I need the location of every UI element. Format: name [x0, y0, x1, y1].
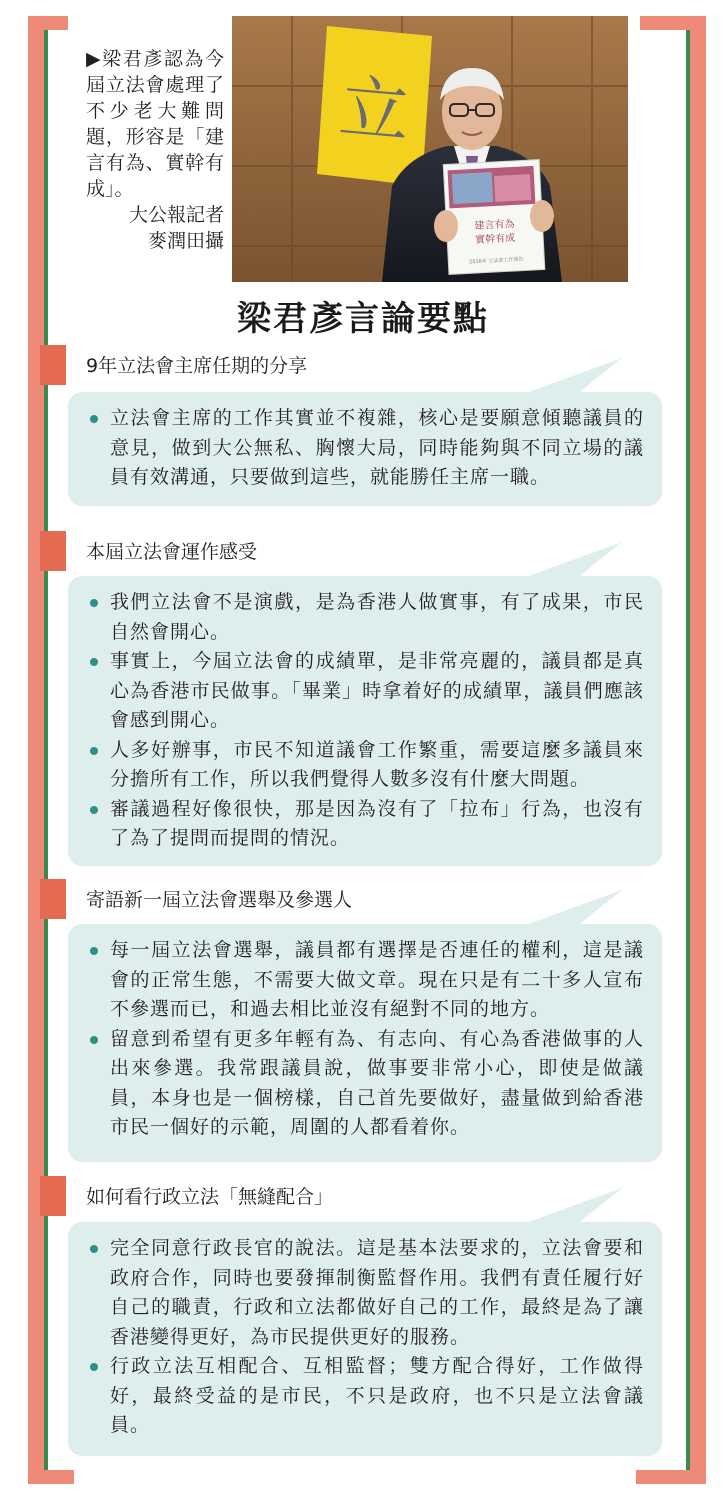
frame-top-right — [640, 16, 706, 30]
speech-bubble-current-legco — [68, 576, 662, 866]
bullet-dot — [90, 415, 98, 423]
bullet-dot — [90, 599, 98, 607]
bullet-text: 人多好辦事，市民不知道議會工作繁重，需要這麼多議員來分擔所有工作，所以我們覺得人數多沒有什麼大問題。 — [110, 738, 644, 790]
bullet-point — [90, 404, 644, 493]
book-title-line1: 建言有為 — [474, 218, 515, 233]
bullet-point — [90, 1025, 644, 1143]
bullet-text: 每一屆立法會選舉，議員都有選擇是否連任的權利，這是議會的正常生態，不需要大做文章。現在只是有二十多人宣布不參選而已，和過去相比並沒有絕對不同的地方。 — [110, 939, 644, 1020]
bullet-point — [90, 736, 644, 795]
frame-top-left — [28, 16, 68, 30]
caption-text: ▶梁君彥認為今屆立法會處理了不少老大難問題，形容是「建言有為、實幹有成」。 — [86, 48, 224, 200]
frame-bottom-left — [28, 1470, 74, 1484]
section-heading-label: 本屆立法會運作感受 — [86, 541, 258, 563]
book-title-line2: 實幹有成 — [474, 232, 516, 247]
bullet-dot — [90, 1245, 98, 1253]
bullet-dot — [90, 658, 98, 666]
bullet-text: 我們立法會不是演戲，是為香港人做實事，有了成果，市民自然會開心。 — [110, 591, 644, 643]
frame-left-bar — [28, 16, 44, 1484]
frame-right-stripe — [686, 16, 690, 1484]
frame-bottom-right — [636, 1470, 706, 1484]
section-heading-label: 如何看行政立法「無縫配合」 — [86, 1186, 334, 1208]
bullet-point — [90, 1234, 644, 1352]
bullet-point — [90, 588, 644, 647]
bullet-dot — [90, 806, 98, 814]
bullet-dot — [90, 1036, 98, 1044]
main-title: 梁君彥言論要點 — [237, 299, 489, 339]
banner-logo-char: 立 — [336, 66, 413, 154]
bullet-text: 事實上，今屆立法會的成績單，是非常亮麗的，議員都是真心為香港市民做事。「畢業」時拿着好的成績單，議員們應該會感到開心。 — [110, 650, 644, 731]
bullet-text: 完全同意行政長官的說法。這是基本法要求的，立法會要和政府合作，同時也要發揮制衡監督作用。我們有責任履行好自己的職責，行政和立法都做好自己的工作，最終是為了讓香港變得更好，為市民提供更好的服務。 — [110, 1237, 644, 1348]
speech-bubble-election — [68, 924, 662, 1162]
bullet-point — [90, 795, 644, 854]
bullet-dot — [90, 747, 98, 755]
caption-credit-2: 麥潤田攝 — [147, 230, 224, 252]
bullet-point — [90, 647, 644, 736]
frame-right-bar — [690, 16, 706, 1484]
speaker-photo — [232, 16, 628, 282]
bubble-tail — [512, 890, 622, 930]
bullet-point — [90, 936, 644, 1025]
news-photo — [232, 16, 628, 282]
bullet-point — [90, 1352, 644, 1441]
section-heading-label: 寄語新一屆立法會選舉及參選人 — [86, 889, 353, 911]
bullet-dot — [90, 947, 98, 955]
section-heading-label: 9年立法會主席任期的分享 — [86, 355, 308, 377]
section-tab — [40, 1176, 66, 1216]
bullet-dot — [90, 1363, 98, 1371]
caption-credit-1: 大公報記者 — [128, 204, 224, 226]
bubble-tail — [512, 542, 622, 582]
bullet-text: 立法會主席的工作其實並不複雜，核心是要願意傾聽議員的意見，做到大公無私、胸懷大局，同時能夠與不同立場的議員有效溝通，只要做到這些，就能勝任主席一職。 — [110, 407, 644, 488]
bullet-text: 留意到希望有更多年輕有為、有志向、有心為香港做事的人出來參選。我常跟議員說，做事要非常小心，即使是做議員，本身也是一個榜樣，自己首先要做好，盡量做到給香港市民一個好的示範，周圍的人都看着你。 — [110, 1027, 644, 1138]
bubble-tail — [512, 1188, 622, 1228]
section-tab — [40, 531, 66, 571]
section-tab — [40, 345, 66, 385]
speech-bubble-term-sharing — [68, 392, 662, 506]
bullet-text: 審議過程好像很快，那是因為沒有了「拉布」行為，也沒有了為了提問而提問的情況。 — [110, 797, 644, 849]
bubble-tail — [512, 358, 622, 398]
book-footer: 2016年 立法會工作報告 — [469, 256, 524, 266]
frame-left-stripe — [44, 16, 48, 1484]
bullet-text: 行政立法互相配合、互相監督；雙方配合得好，工作做得好，最終受益的是市民，不只是政府，也不只是立法會議員。 — [110, 1355, 644, 1436]
speech-bubble-seamless-cooperation — [68, 1222, 662, 1456]
photo-caption — [86, 46, 224, 254]
section-tab — [40, 879, 66, 919]
